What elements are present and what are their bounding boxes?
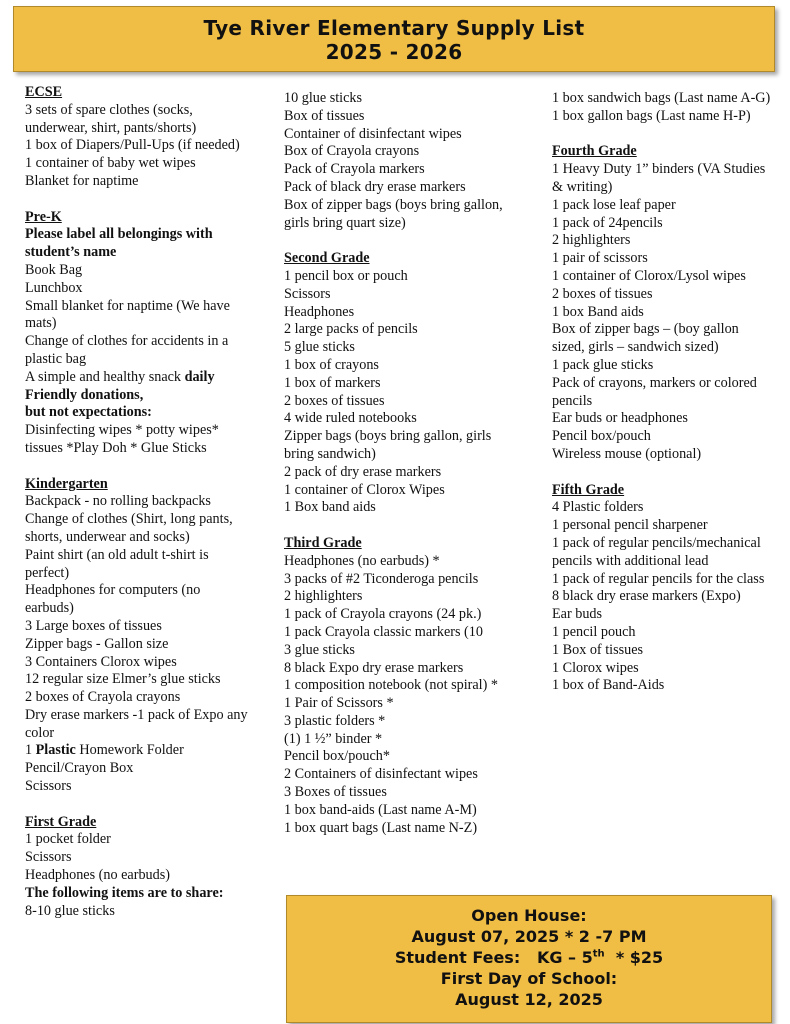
list-item: 1 personal pencil sharpener xyxy=(552,517,708,534)
list-item: Pencil box/pouch xyxy=(552,428,651,445)
list-item: Lunchbox xyxy=(25,279,83,296)
list-item: 2 Containers of disinfectant wipes xyxy=(284,766,478,783)
list-item: Backpack - no rolling backpacks xyxy=(25,493,211,510)
ecse-heading: ECSE xyxy=(25,84,63,100)
open-house-date: August 07, 2025 * 2 -7 PM xyxy=(411,927,647,946)
donations-list: Disinfecting wipes * potty wipes* tissues *Play Doh * Glue Sticks xyxy=(25,422,219,456)
fees-range: KG – 5 xyxy=(536,948,593,967)
first-day-date: August 12, 2025 xyxy=(455,990,603,1009)
donations-line-2: but not expectations: xyxy=(25,404,152,421)
list-item: 1 pack of regular pencils for the class xyxy=(552,570,765,587)
list-item: 3 glue sticks xyxy=(284,641,355,658)
list-item: Pack of Crayola markers xyxy=(284,161,425,178)
list-item: 1 box of Band-Aids xyxy=(552,677,665,694)
list-item: 1 box sandwich bags (Last name A-G) xyxy=(552,90,771,106)
fees-range-sup: th xyxy=(592,948,605,960)
fees-amount: * $25 xyxy=(615,948,664,967)
list-item: 5 glue sticks xyxy=(284,339,355,356)
list-item: 1 pack Crayola classic markers (10 xyxy=(284,623,483,640)
list-item: Dry erase markers -1 pack of Expo any color xyxy=(25,706,248,741)
folder-pre: 1 xyxy=(25,742,36,759)
list-item: 1 container of Clorox/Lysol wipes xyxy=(552,267,746,284)
list-item: Scissors xyxy=(25,778,72,795)
list-item: Box of Crayola crayons xyxy=(284,143,420,160)
list-item: Zipper bags - Gallon size xyxy=(25,635,169,652)
list-item: 2 highlighters xyxy=(552,232,631,249)
list-item: 1 container of baby wet wipes xyxy=(25,155,196,172)
list-item: 1 box of markers xyxy=(284,374,381,391)
list-item: Headphones (no earbuds) xyxy=(25,867,170,884)
list-item: Pack of black dry erase markers xyxy=(284,178,466,195)
fifth-grade-heading: Fifth Grade xyxy=(552,481,625,498)
list-item: 1 box of Diapers/Pull-Ups (if needed) xyxy=(25,137,240,154)
list-item: Change of clothes (Shirt, long pants, shorts, underwear and socks) xyxy=(25,511,233,545)
folder-post: Homework Folder xyxy=(75,742,184,759)
list-item: 2 boxes of Crayola crayons xyxy=(25,689,181,706)
list-item: Zipper bags (boys bring gallon, girls bring sandwich) xyxy=(284,428,492,462)
event-info-box xyxy=(286,895,772,1023)
list-item: Box of zipper bags – (boy gallon sized, girls – sandwich sized) xyxy=(552,321,739,356)
list-item: Headphones for computers (no earbuds) xyxy=(25,582,201,617)
list-item: 2 highlighters xyxy=(284,588,363,605)
list-item: 1 pack of 24pencils xyxy=(552,214,663,231)
open-house-label: Open House: xyxy=(471,906,587,925)
list-item: Wireless mouse (optional) xyxy=(552,445,702,462)
list-item: 1 pencil box or pouch xyxy=(284,267,408,284)
list-item: Pack of crayons, markers or colored pencils xyxy=(552,374,757,409)
list-item: 3 sets of spare clothes (socks, underwear, shirt, pants/shorts) xyxy=(25,101,197,136)
list-item: 8 black Expo dry erase markers xyxy=(284,659,464,676)
list-item: 1 box gallon bags (Last name H-P) xyxy=(552,107,751,124)
donations-line-1: Friendly donations, xyxy=(25,386,144,403)
column-1 xyxy=(25,84,250,920)
list-item: 2 pack of dry erase markers xyxy=(284,463,442,480)
list-item: 2 boxes of tissues xyxy=(552,285,653,302)
list-item: 4 wide ruled notebooks xyxy=(284,410,417,427)
list-item: Box of tissues xyxy=(284,107,365,124)
list-item: 1 box Band aids xyxy=(552,303,644,320)
list-item: Box of zipper bags (boys bring gallon, girls bring quart size) xyxy=(284,196,503,231)
list-item: 1 pack of Crayola crayons (24 pk.) xyxy=(284,606,482,623)
list-item: Blanket for naptime xyxy=(25,172,139,189)
share-note: The following items are to share: xyxy=(25,884,224,901)
list-item: 3 Containers Clorox wipes xyxy=(25,653,177,670)
snack-text: A simple and healthy snack xyxy=(25,368,185,385)
second-grade-heading: Second Grade xyxy=(284,250,370,267)
list-item: 1 Box band aids xyxy=(284,499,376,516)
list-item: Book Bag xyxy=(25,261,83,278)
list-item: 1 box quart bags (Last name N-Z) xyxy=(284,819,478,836)
list-item: 1 pair of scissors xyxy=(552,250,648,267)
page-title: Tye River Elementary Supply List xyxy=(203,16,585,40)
column-3 xyxy=(552,90,772,695)
list-item: Headphones (no earbuds) * xyxy=(284,552,440,569)
list-item: 2 boxes of tissues xyxy=(284,392,385,409)
column-2 xyxy=(284,90,524,837)
list-item: 3 Large boxes of tissues xyxy=(25,617,162,634)
fourth-grade-heading: Fourth Grade xyxy=(552,143,637,160)
list-item: Paint shirt (an old adult t-shirt is perfect) xyxy=(25,546,209,581)
list-item: 3 plastic folders * xyxy=(284,712,386,729)
list-item: 8-10 glue sticks xyxy=(25,902,115,919)
list-item: Ear buds or headphones xyxy=(552,410,688,427)
list-item: 1 Heavy Duty 1” binders (VA Studies & writing) xyxy=(552,161,766,195)
list-item: 3 Boxes of tissues xyxy=(284,784,387,801)
list-item: Scissors xyxy=(25,849,72,866)
list-item-folder xyxy=(25,742,250,760)
folder-bold: Plastic xyxy=(35,742,76,759)
list-item: Small blanket for naptime (We have mats) xyxy=(25,297,230,332)
list-item: 1 pocket folder xyxy=(25,831,111,848)
prek-heading: Pre-K xyxy=(25,208,62,225)
list-item: Change of clothes for accidents in a plastic bag xyxy=(25,333,229,367)
student-fees xyxy=(287,947,771,968)
list-item: 3 packs of #2 Ticonderoga pencils xyxy=(284,570,479,587)
list-item: 1 container of Clorox Wipes xyxy=(284,481,445,498)
first-day-label: First Day of School: xyxy=(440,969,618,988)
kindergarten-heading: Kindergarten xyxy=(25,475,108,492)
list-item: 1 box band-aids (Last name A-M) xyxy=(284,801,477,818)
list-item: (1) 1 ½” binder * xyxy=(284,730,383,747)
list-item: 8 black dry erase markers (Expo) xyxy=(552,588,741,605)
list-item: 1 box of crayons xyxy=(284,356,379,373)
list-item: 1 pack of regular pencils/mechanical pencils with additional lead xyxy=(552,534,761,569)
list-item: 4 Plastic folders xyxy=(552,499,644,516)
list-item: Pencil box/pouch* xyxy=(284,748,390,765)
list-item: 1 pack lose leaf paper xyxy=(552,196,676,213)
list-item: Container of disinfectant wipes xyxy=(284,125,462,142)
third-grade-heading: Third Grade xyxy=(284,534,362,551)
list-item: 2 large packs of pencils xyxy=(284,321,418,338)
fees-label: Student Fees: xyxy=(394,948,521,967)
list-item-snack xyxy=(25,369,250,387)
list-item: 1 pencil pouch xyxy=(552,623,636,640)
list-item: 1 Pair of Scissors * xyxy=(284,695,394,712)
list-item: Scissors xyxy=(284,285,331,302)
snack-bold: daily xyxy=(184,368,215,385)
prek-label-note: Please label all belongings with student’s name xyxy=(25,226,213,261)
list-item: 1 pack glue sticks xyxy=(552,356,654,373)
list-item: Pencil/Crayon Box xyxy=(25,760,134,777)
school-year: 2025 - 2026 xyxy=(325,40,463,64)
first-grade-heading: First Grade xyxy=(25,813,97,830)
list-item: 1 composition notebook (not spiral) * xyxy=(284,677,498,694)
list-item: 12 regular size Elmer’s glue sticks xyxy=(25,671,221,688)
list-item: 10 glue sticks xyxy=(284,90,363,106)
list-item: 1 Clorox wipes xyxy=(552,659,639,676)
list-item: Headphones xyxy=(284,303,355,320)
list-item: 1 Box of tissues xyxy=(552,641,644,658)
title-banner xyxy=(13,6,775,72)
list-item: Ear buds xyxy=(552,606,603,623)
